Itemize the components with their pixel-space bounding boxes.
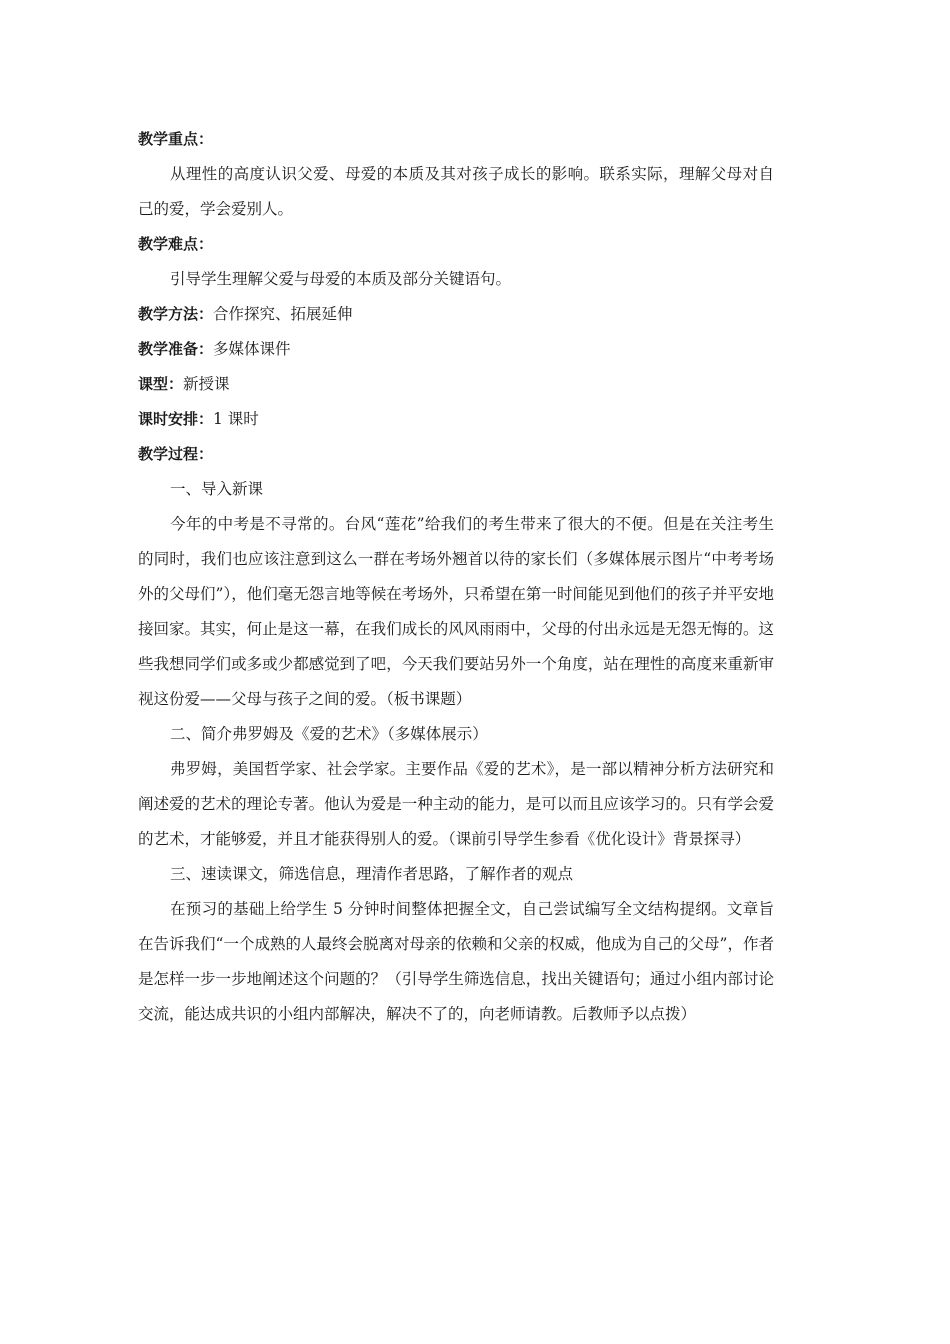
- type-row: [138, 367, 774, 402]
- method-label: 教学方法：: [138, 305, 214, 323]
- type-label: 课型：: [138, 375, 184, 393]
- type-value: 新授课: [183, 375, 230, 393]
- prep-label: 教学准备：: [138, 340, 214, 358]
- section1-title: 一、导入新课: [170, 480, 264, 498]
- difficulty-heading: 教学难点：: [138, 235, 214, 253]
- hours-row: [138, 402, 774, 437]
- section1-text: 今年的中考是不寻常的。台风“莲花”给我们的考生带来了很大的不便。但是在关注考生的同时，我们也应该注意到这么一群在考场外翘首以待的家长们（多媒体展示图片“中考考场外的父母们”），他们毫无怨言地等候在考场外，只希望在第一时间能见到他们的孩子并平安地接回家。其实，何止是这一幕，在我们成长的风风雨雨中，父母的付出永远是无怨无悔的。这些我想同学们或多或少都感觉到了吧，今天我们要站另外一个角度，站在理性的高度来重新审视这份爱——父母与孩子之间的爱。（板书课题）: [138, 515, 774, 708]
- prep-value: 多媒体课件: [213, 340, 291, 358]
- hours-label: 课时安排：: [138, 410, 214, 428]
- section2-text: 弗罗姆，美国哲学家、社会学家。主要作品《爱的艺术》，是一部以精神分析方法研究和阐述爱的艺术的理论专著。他认为爱是一种主动的能力，是可以而且应该学习的。只有学会爱的艺术，才能够爱，并且才能获得别人的爱。（课前引导学生参看《优化设计》背景探寻）: [138, 760, 774, 848]
- section3-title: 三、速读课文，筛选信息，理清作者思路，了解作者的观点: [170, 865, 574, 883]
- section2-title: 二、简介弗罗姆及《爱的艺术》（多媒体展示）: [170, 725, 488, 743]
- section3-text: 在预习的基础上给学生 5 分钟时间整体把握全文，自己尝试编写全文结构提纲。文章旨在告诉我们“一个成熟的人最终会脱离对母亲的依赖和父亲的权威，他成为自己的父母”，作者是怎样一步一步地阐述这个问题的？（引导学生筛选信息，找出关键语句；通过小组内部讨论交流，能达成共识的小组内部解决，解决不了的，向老师请教。后教师予以点拨）: [138, 900, 774, 1023]
- prep-row: [138, 332, 774, 367]
- method-row: [138, 297, 774, 332]
- difficulty-text: 引导学生理解父爱与母爱的本质及部分关键语句。: [170, 270, 512, 288]
- focus-heading: 教学重点：: [138, 130, 214, 148]
- lesson-plan-body: [138, 122, 774, 1032]
- focus-text: 从理性的高度认识父爱、母爱的本质及其对孩子成长的影响。联系实际，理解父母对自己的爱，学会爱别人。: [138, 165, 774, 218]
- method-value: 合作探究、拓展延伸: [213, 305, 353, 323]
- hours-value: 1 课时: [213, 410, 259, 428]
- process-heading: 教学过程：: [138, 445, 214, 463]
